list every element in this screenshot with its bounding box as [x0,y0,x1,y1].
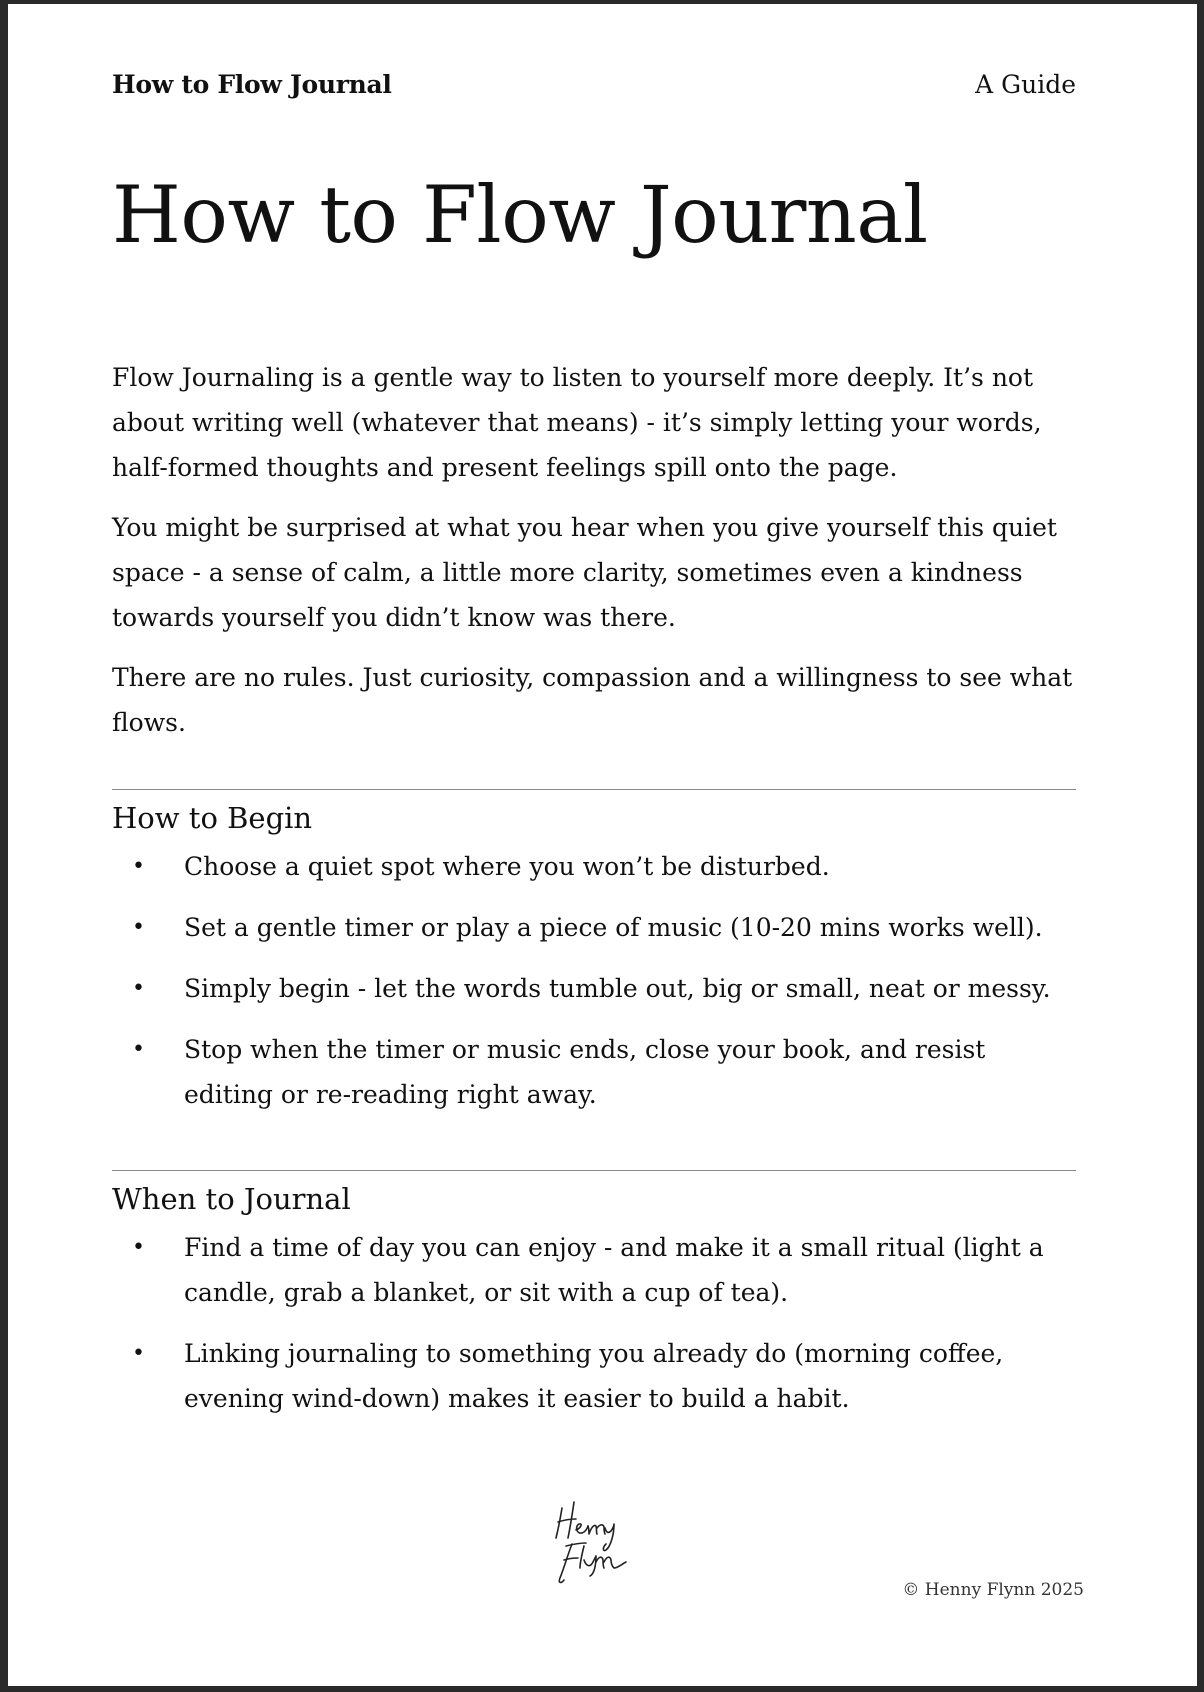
intro-text [112,355,1076,760]
list-item-text: Choose a quiet spot where you won’t be disturbed. [184,852,830,881]
list-item [112,1225,1076,1315]
list-item-text: Set a gentle timer or play a piece of music (10-20 mins works well). [184,913,1043,942]
list-item [112,905,1076,950]
bullet-icon: • [132,1037,145,1062]
section-how-to-begin [112,789,1076,1133]
intro-paragraph: Flow Journaling is a gentle way to listen to yourself more deeply. It’s not about writing well (whatever that means) - it’s simply letting your words, half-formed thoughts and present feelings spill onto the page. [112,363,1042,482]
bullet-icon: • [132,854,145,879]
bullet-list [112,1225,1076,1421]
bullet-icon: • [132,915,145,940]
signature-image [548,1488,658,1588]
list-item [112,1331,1076,1421]
section-when-to-journal [112,1170,1076,1437]
section-divider [112,1170,1076,1171]
page-title: How to Flow Journal [112,169,928,261]
bullet-icon: • [132,976,145,1001]
page-header [112,70,1076,110]
bullet-icon: • [132,1341,145,1366]
bullet-icon: • [132,1235,145,1260]
intro-paragraph: You might be surprised at what you hear when you give yourself this quiet space - a sense of calm, a little more clarity, sometimes even a kindness towards yourself you didn’t know was there. [112,513,1057,632]
list-item-text: Linking journaling to something you already do (morning coffee, evening wind-down) makes it easier to build a habit. [184,1339,1004,1413]
list-item [112,844,1076,889]
bullet-list [112,844,1076,1117]
copyright-notice: © Henny Flynn 2025 [902,1580,1084,1600]
list-item [112,966,1076,1011]
section-heading: When to Journal [112,1182,351,1216]
list-item [112,1027,1076,1117]
section-divider [112,789,1076,790]
header-label: A Guide [975,70,1076,99]
header-title: How to Flow Journal [112,70,392,99]
list-item-text: Find a time of day you can enjoy - and make it a small ritual (light a candle, grab a blanket, or sit with a cup of tea). [184,1233,1044,1307]
list-item-text: Simply begin - let the words tumble out, big or small, neat or messy. [184,974,1051,1003]
section-heading: How to Begin [112,801,313,835]
list-item-text: Stop when the timer or music ends, close your book, and resist editing or re-reading right away. [184,1035,986,1109]
intro-paragraph: There are no rules. Just curiosity, compassion and a willingness to see what flows. [112,663,1073,737]
